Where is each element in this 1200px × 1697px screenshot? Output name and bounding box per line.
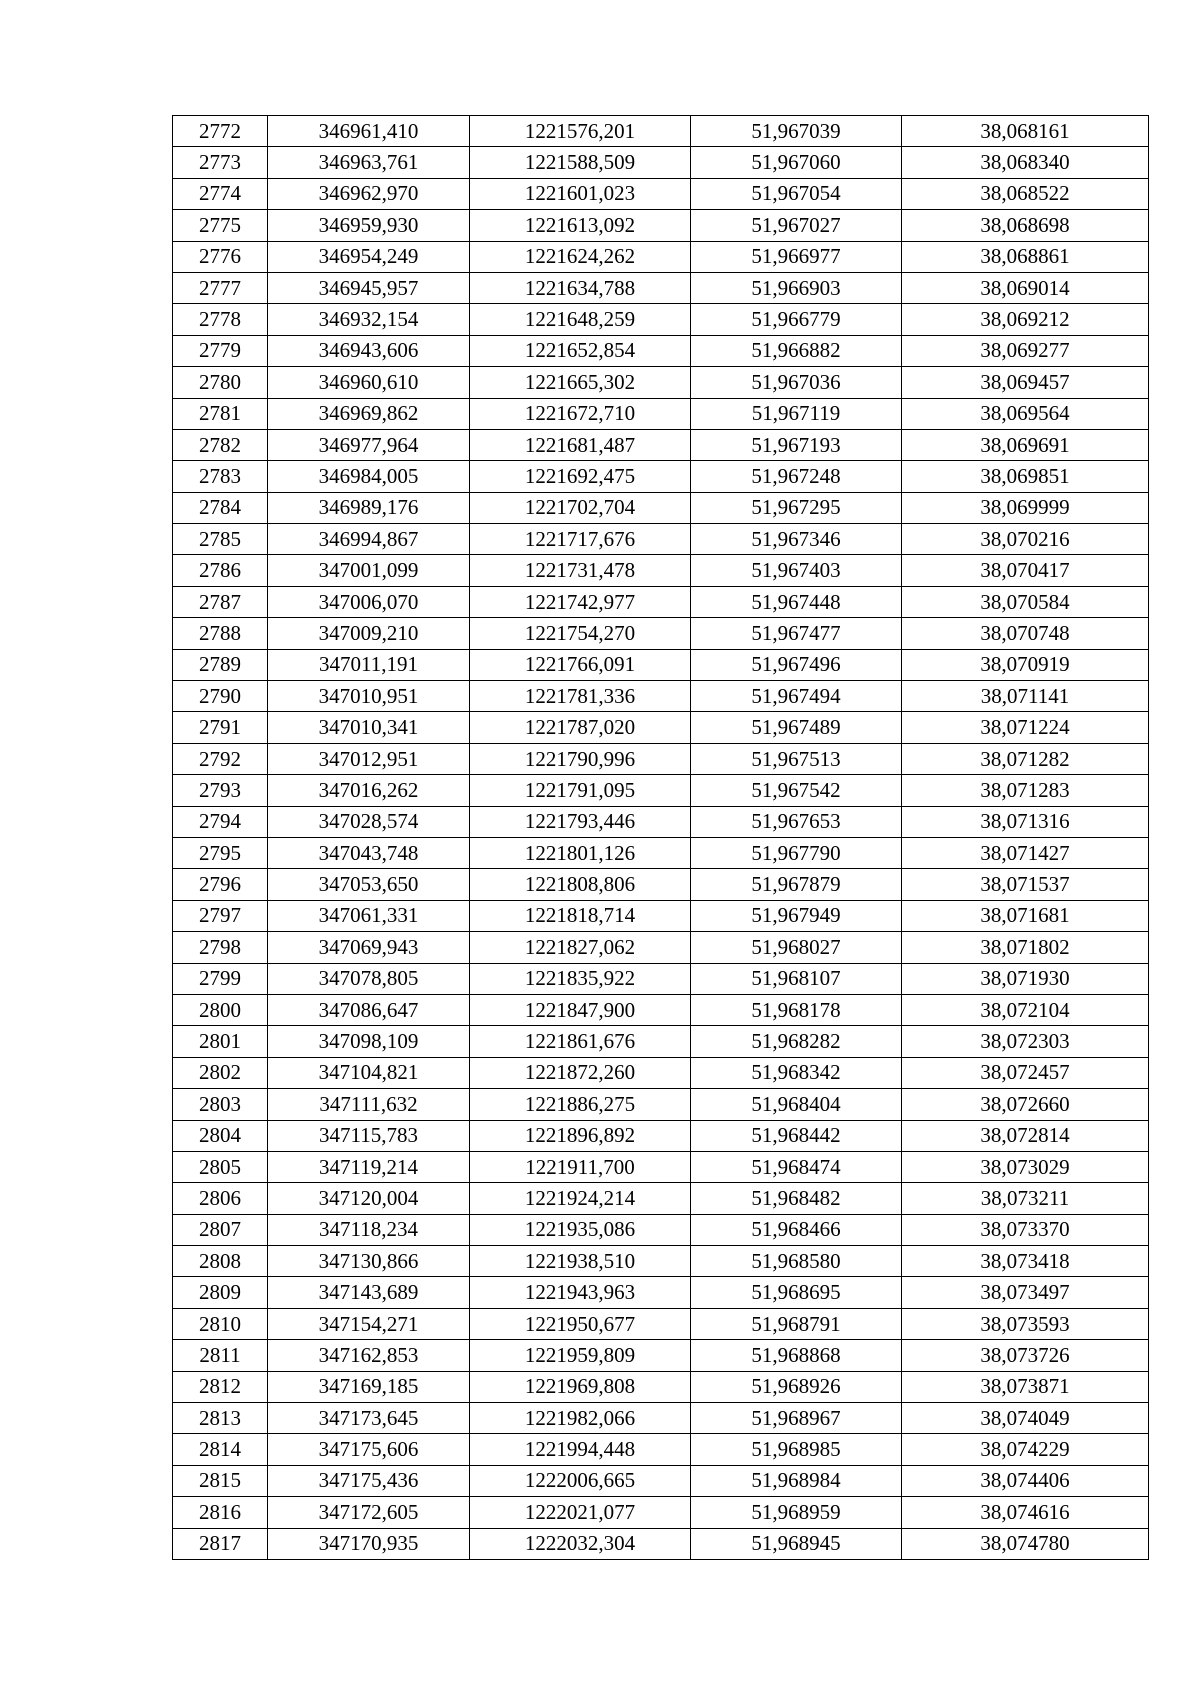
x-coordinate-cell: 347012,951 (268, 743, 470, 774)
table-row (173, 398, 1149, 429)
x-coordinate-cell: 346969,862 (268, 398, 470, 429)
table-row (173, 743, 1149, 774)
table-row (173, 586, 1149, 617)
y-coordinate-cell: 1221648,259 (470, 304, 691, 335)
x-coordinate-cell: 347086,647 (268, 994, 470, 1025)
x-coordinate-cell: 346932,154 (268, 304, 470, 335)
table-row (173, 1214, 1149, 1245)
latitude-cell: 51,966903 (691, 272, 902, 303)
x-coordinate-cell: 347098,109 (268, 1026, 470, 1057)
point-number-cell: 2810 (173, 1308, 268, 1339)
point-number-cell: 2805 (173, 1151, 268, 1182)
latitude-cell: 51,967060 (691, 147, 902, 178)
latitude-cell: 51,968404 (691, 1089, 902, 1120)
latitude-cell: 51,968282 (691, 1026, 902, 1057)
y-coordinate-cell: 1221886,275 (470, 1089, 691, 1120)
latitude-cell: 51,967542 (691, 775, 902, 806)
latitude-cell: 51,968482 (691, 1183, 902, 1214)
longitude-cell: 38,070919 (902, 649, 1149, 680)
longitude-cell: 38,071802 (902, 932, 1149, 963)
table-row (173, 1308, 1149, 1339)
longitude-cell: 38,071141 (902, 681, 1149, 712)
table-row (173, 492, 1149, 523)
x-coordinate-cell: 346961,410 (268, 116, 470, 147)
x-coordinate-cell: 346945,957 (268, 272, 470, 303)
point-number-cell: 2777 (173, 272, 268, 303)
longitude-cell: 38,073418 (902, 1246, 1149, 1277)
point-number-cell: 2779 (173, 335, 268, 366)
longitude-cell: 38,068861 (902, 241, 1149, 272)
point-number-cell: 2817 (173, 1528, 268, 1559)
longitude-cell: 38,071316 (902, 806, 1149, 837)
y-coordinate-cell: 1221766,091 (470, 649, 691, 680)
latitude-cell: 51,967494 (691, 681, 902, 712)
y-coordinate-cell: 1221950,677 (470, 1308, 691, 1339)
latitude-cell: 51,967790 (691, 837, 902, 868)
x-coordinate-cell: 347069,943 (268, 932, 470, 963)
table-row (173, 712, 1149, 743)
latitude-cell: 51,967949 (691, 900, 902, 931)
y-coordinate-cell: 1221787,020 (470, 712, 691, 743)
y-coordinate-cell: 1222021,077 (470, 1497, 691, 1528)
point-number-cell: 2808 (173, 1246, 268, 1277)
longitude-cell: 38,072303 (902, 1026, 1149, 1057)
point-number-cell: 2812 (173, 1371, 268, 1402)
longitude-cell: 38,072660 (902, 1089, 1149, 1120)
point-number-cell: 2798 (173, 932, 268, 963)
longitude-cell: 38,069277 (902, 335, 1149, 366)
table-row (173, 1277, 1149, 1308)
longitude-cell: 38,069014 (902, 272, 1149, 303)
table-row (173, 367, 1149, 398)
longitude-cell: 38,070748 (902, 618, 1149, 649)
table-row (173, 272, 1149, 303)
latitude-cell: 51,968984 (691, 1465, 902, 1496)
point-number-cell: 2783 (173, 461, 268, 492)
point-number-cell: 2802 (173, 1057, 268, 1088)
y-coordinate-cell: 1221681,487 (470, 429, 691, 460)
x-coordinate-cell: 347143,689 (268, 1277, 470, 1308)
latitude-cell: 51,968027 (691, 932, 902, 963)
longitude-cell: 38,073497 (902, 1277, 1149, 1308)
x-coordinate-cell: 347154,271 (268, 1308, 470, 1339)
point-number-cell: 2797 (173, 900, 268, 931)
table-row (173, 1183, 1149, 1214)
x-coordinate-cell: 347130,866 (268, 1246, 470, 1277)
x-coordinate-cell: 347006,070 (268, 586, 470, 617)
y-coordinate-cell: 1221672,710 (470, 398, 691, 429)
latitude-cell: 51,967193 (691, 429, 902, 460)
longitude-cell: 38,068522 (902, 178, 1149, 209)
y-coordinate-cell: 1221613,092 (470, 210, 691, 241)
longitude-cell: 38,070417 (902, 555, 1149, 586)
latitude-cell: 51,967448 (691, 586, 902, 617)
latitude-cell: 51,967477 (691, 618, 902, 649)
x-coordinate-cell: 347028,574 (268, 806, 470, 837)
y-coordinate-cell: 1221634,788 (470, 272, 691, 303)
longitude-cell: 38,074049 (902, 1403, 1149, 1434)
latitude-cell: 51,968926 (691, 1371, 902, 1402)
longitude-cell: 38,073211 (902, 1183, 1149, 1214)
latitude-cell: 51,968466 (691, 1214, 902, 1245)
point-number-cell: 2787 (173, 586, 268, 617)
y-coordinate-cell: 1221742,977 (470, 586, 691, 617)
point-number-cell: 2803 (173, 1089, 268, 1120)
longitude-cell: 38,072104 (902, 994, 1149, 1025)
y-coordinate-cell: 1221731,478 (470, 555, 691, 586)
point-number-cell: 2814 (173, 1434, 268, 1465)
point-number-cell: 2809 (173, 1277, 268, 1308)
x-coordinate-cell: 347104,821 (268, 1057, 470, 1088)
y-coordinate-cell: 1222032,304 (470, 1528, 691, 1559)
latitude-cell: 51,968959 (691, 1497, 902, 1528)
latitude-cell: 51,967879 (691, 869, 902, 900)
longitude-cell: 38,073871 (902, 1371, 1149, 1402)
longitude-cell: 38,074406 (902, 1465, 1149, 1496)
latitude-cell: 51,967036 (691, 367, 902, 398)
x-coordinate-cell: 346977,964 (268, 429, 470, 460)
x-coordinate-cell: 346962,970 (268, 178, 470, 209)
table-row (173, 116, 1149, 147)
longitude-cell: 38,069999 (902, 492, 1149, 523)
table-row (173, 806, 1149, 837)
table-row (173, 1151, 1149, 1182)
y-coordinate-cell: 1221872,260 (470, 1057, 691, 1088)
table-row (173, 1434, 1149, 1465)
y-coordinate-cell: 1221938,510 (470, 1246, 691, 1277)
longitude-cell: 38,074780 (902, 1528, 1149, 1559)
x-coordinate-cell: 347010,341 (268, 712, 470, 743)
latitude-cell: 51,968967 (691, 1403, 902, 1434)
x-coordinate-cell: 347169,185 (268, 1371, 470, 1402)
y-coordinate-cell: 1221576,201 (470, 116, 691, 147)
point-number-cell: 2815 (173, 1465, 268, 1496)
latitude-cell: 51,968985 (691, 1434, 902, 1465)
longitude-cell: 38,074616 (902, 1497, 1149, 1528)
latitude-cell: 51,967489 (691, 712, 902, 743)
point-number-cell: 2796 (173, 869, 268, 900)
point-number-cell: 2800 (173, 994, 268, 1025)
point-number-cell: 2781 (173, 398, 268, 429)
latitude-cell: 51,967496 (691, 649, 902, 680)
table-row (173, 1465, 1149, 1496)
point-number-cell: 2774 (173, 178, 268, 209)
latitude-cell: 51,968580 (691, 1246, 902, 1277)
x-coordinate-cell: 347043,748 (268, 837, 470, 868)
point-number-cell: 2793 (173, 775, 268, 806)
x-coordinate-cell: 347001,099 (268, 555, 470, 586)
longitude-cell: 38,069457 (902, 367, 1149, 398)
point-number-cell: 2811 (173, 1340, 268, 1371)
y-coordinate-cell: 1221827,062 (470, 932, 691, 963)
point-number-cell: 2788 (173, 618, 268, 649)
y-coordinate-cell: 1221781,336 (470, 681, 691, 712)
table-row (173, 1528, 1149, 1559)
y-coordinate-cell: 1221835,922 (470, 963, 691, 994)
latitude-cell: 51,967513 (691, 743, 902, 774)
y-coordinate-cell: 1221924,214 (470, 1183, 691, 1214)
y-coordinate-cell: 1221601,023 (470, 178, 691, 209)
point-number-cell: 2775 (173, 210, 268, 241)
x-coordinate-cell: 346960,610 (268, 367, 470, 398)
latitude-cell: 51,968107 (691, 963, 902, 994)
x-coordinate-cell: 347119,214 (268, 1151, 470, 1182)
point-number-cell: 2791 (173, 712, 268, 743)
latitude-cell: 51,967248 (691, 461, 902, 492)
point-number-cell: 2790 (173, 681, 268, 712)
latitude-cell: 51,968695 (691, 1277, 902, 1308)
point-number-cell: 2816 (173, 1497, 268, 1528)
latitude-cell: 51,967403 (691, 555, 902, 586)
point-number-cell: 2794 (173, 806, 268, 837)
x-coordinate-cell: 347172,605 (268, 1497, 470, 1528)
longitude-cell: 38,070216 (902, 524, 1149, 555)
latitude-cell: 51,967039 (691, 116, 902, 147)
longitude-cell: 38,072814 (902, 1120, 1149, 1151)
x-coordinate-cell: 347118,234 (268, 1214, 470, 1245)
latitude-cell: 51,967653 (691, 806, 902, 837)
point-number-cell: 2806 (173, 1183, 268, 1214)
x-coordinate-cell: 347010,951 (268, 681, 470, 712)
y-coordinate-cell: 1221969,808 (470, 1371, 691, 1402)
x-coordinate-cell: 347175,606 (268, 1434, 470, 1465)
longitude-cell: 38,073593 (902, 1308, 1149, 1339)
table-row (173, 994, 1149, 1025)
x-coordinate-cell: 346943,606 (268, 335, 470, 366)
latitude-cell: 51,967346 (691, 524, 902, 555)
table-row (173, 1340, 1149, 1371)
table-row (173, 681, 1149, 712)
latitude-cell: 51,968442 (691, 1120, 902, 1151)
y-coordinate-cell: 1221801,126 (470, 837, 691, 868)
x-coordinate-cell: 347170,935 (268, 1528, 470, 1559)
point-number-cell: 2782 (173, 429, 268, 460)
y-coordinate-cell: 1221665,302 (470, 367, 691, 398)
latitude-cell: 51,967119 (691, 398, 902, 429)
x-coordinate-cell: 347162,853 (268, 1340, 470, 1371)
y-coordinate-cell: 1221911,700 (470, 1151, 691, 1182)
y-coordinate-cell: 1221624,262 (470, 241, 691, 272)
x-coordinate-cell: 346994,867 (268, 524, 470, 555)
table-row (173, 335, 1149, 366)
point-number-cell: 2784 (173, 492, 268, 523)
longitude-cell: 38,073726 (902, 1340, 1149, 1371)
longitude-cell: 38,072457 (902, 1057, 1149, 1088)
point-number-cell: 2780 (173, 367, 268, 398)
y-coordinate-cell: 1221791,095 (470, 775, 691, 806)
latitude-cell: 51,966882 (691, 335, 902, 366)
latitude-cell: 51,968342 (691, 1057, 902, 1088)
x-coordinate-cell: 347175,436 (268, 1465, 470, 1496)
point-number-cell: 2804 (173, 1120, 268, 1151)
table-row (173, 1026, 1149, 1057)
y-coordinate-cell: 1221959,809 (470, 1340, 691, 1371)
latitude-cell: 51,968868 (691, 1340, 902, 1371)
latitude-cell: 51,967295 (691, 492, 902, 523)
point-number-cell: 2776 (173, 241, 268, 272)
table-row (173, 869, 1149, 900)
table-row (173, 241, 1149, 272)
table-row (173, 837, 1149, 868)
x-coordinate-cell: 347111,632 (268, 1089, 470, 1120)
y-coordinate-cell: 1221943,963 (470, 1277, 691, 1308)
coordinates-table (172, 115, 1149, 1560)
table-row (173, 147, 1149, 178)
latitude-cell: 51,967027 (691, 210, 902, 241)
point-number-cell: 2778 (173, 304, 268, 335)
x-coordinate-cell: 347115,783 (268, 1120, 470, 1151)
latitude-cell: 51,968178 (691, 994, 902, 1025)
point-number-cell: 2799 (173, 963, 268, 994)
point-number-cell: 2813 (173, 1403, 268, 1434)
longitude-cell: 38,073370 (902, 1214, 1149, 1245)
table-row (173, 429, 1149, 460)
y-coordinate-cell: 1221818,714 (470, 900, 691, 931)
table-row (173, 1497, 1149, 1528)
x-coordinate-cell: 347016,262 (268, 775, 470, 806)
point-number-cell: 2801 (173, 1026, 268, 1057)
table-row (173, 1120, 1149, 1151)
coordinates-table-body (173, 116, 1149, 1560)
longitude-cell: 38,071427 (902, 837, 1149, 868)
point-number-cell: 2795 (173, 837, 268, 868)
latitude-cell: 51,966977 (691, 241, 902, 272)
latitude-cell: 51,966779 (691, 304, 902, 335)
table-row (173, 775, 1149, 806)
x-coordinate-cell: 346989,176 (268, 492, 470, 523)
y-coordinate-cell: 1221790,996 (470, 743, 691, 774)
longitude-cell: 38,068698 (902, 210, 1149, 241)
latitude-cell: 51,967054 (691, 178, 902, 209)
point-number-cell: 2789 (173, 649, 268, 680)
x-coordinate-cell: 347078,805 (268, 963, 470, 994)
y-coordinate-cell: 1221808,806 (470, 869, 691, 900)
y-coordinate-cell: 1222006,665 (470, 1465, 691, 1496)
table-row (173, 1246, 1149, 1277)
y-coordinate-cell: 1221754,270 (470, 618, 691, 649)
y-coordinate-cell: 1221692,475 (470, 461, 691, 492)
table-row (173, 1089, 1149, 1120)
y-coordinate-cell: 1221861,676 (470, 1026, 691, 1057)
latitude-cell: 51,968791 (691, 1308, 902, 1339)
longitude-cell: 38,068161 (902, 116, 1149, 147)
table-row (173, 932, 1149, 963)
longitude-cell: 38,069564 (902, 398, 1149, 429)
table-row (173, 1403, 1149, 1434)
y-coordinate-cell: 1221847,900 (470, 994, 691, 1025)
longitude-cell: 38,071681 (902, 900, 1149, 931)
table-row (173, 963, 1149, 994)
table-row (173, 524, 1149, 555)
table-row (173, 304, 1149, 335)
x-coordinate-cell: 346959,930 (268, 210, 470, 241)
x-coordinate-cell: 346954,249 (268, 241, 470, 272)
longitude-cell: 38,069212 (902, 304, 1149, 335)
longitude-cell: 38,070584 (902, 586, 1149, 617)
y-coordinate-cell: 1221935,086 (470, 1214, 691, 1245)
table-row (173, 1371, 1149, 1402)
point-number-cell: 2773 (173, 147, 268, 178)
point-number-cell: 2785 (173, 524, 268, 555)
table-row (173, 210, 1149, 241)
x-coordinate-cell: 347011,191 (268, 649, 470, 680)
table-row (173, 461, 1149, 492)
latitude-cell: 51,968474 (691, 1151, 902, 1182)
longitude-cell: 38,071224 (902, 712, 1149, 743)
table-row (173, 1057, 1149, 1088)
y-coordinate-cell: 1221702,704 (470, 492, 691, 523)
x-coordinate-cell: 346963,761 (268, 147, 470, 178)
table-row (173, 178, 1149, 209)
x-coordinate-cell: 347120,004 (268, 1183, 470, 1214)
x-coordinate-cell: 346984,005 (268, 461, 470, 492)
table-row (173, 900, 1149, 931)
x-coordinate-cell: 347173,645 (268, 1403, 470, 1434)
y-coordinate-cell: 1221588,509 (470, 147, 691, 178)
longitude-cell: 38,071282 (902, 743, 1149, 774)
longitude-cell: 38,073029 (902, 1151, 1149, 1182)
point-number-cell: 2792 (173, 743, 268, 774)
x-coordinate-cell: 347009,210 (268, 618, 470, 649)
x-coordinate-cell: 347053,650 (268, 869, 470, 900)
longitude-cell: 38,068340 (902, 147, 1149, 178)
table-row (173, 555, 1149, 586)
x-coordinate-cell: 347061,331 (268, 900, 470, 931)
longitude-cell: 38,071930 (902, 963, 1149, 994)
point-number-cell: 2807 (173, 1214, 268, 1245)
longitude-cell: 38,069691 (902, 429, 1149, 460)
longitude-cell: 38,074229 (902, 1434, 1149, 1465)
longitude-cell: 38,071283 (902, 775, 1149, 806)
y-coordinate-cell: 1221994,448 (470, 1434, 691, 1465)
y-coordinate-cell: 1221896,892 (470, 1120, 691, 1151)
longitude-cell: 38,071537 (902, 869, 1149, 900)
y-coordinate-cell: 1221652,854 (470, 335, 691, 366)
longitude-cell: 38,069851 (902, 461, 1149, 492)
y-coordinate-cell: 1221793,446 (470, 806, 691, 837)
y-coordinate-cell: 1221717,676 (470, 524, 691, 555)
table-row (173, 618, 1149, 649)
point-number-cell: 2772 (173, 116, 268, 147)
table-row (173, 649, 1149, 680)
latitude-cell: 51,968945 (691, 1528, 902, 1559)
point-number-cell: 2786 (173, 555, 268, 586)
y-coordinate-cell: 1221982,066 (470, 1403, 691, 1434)
